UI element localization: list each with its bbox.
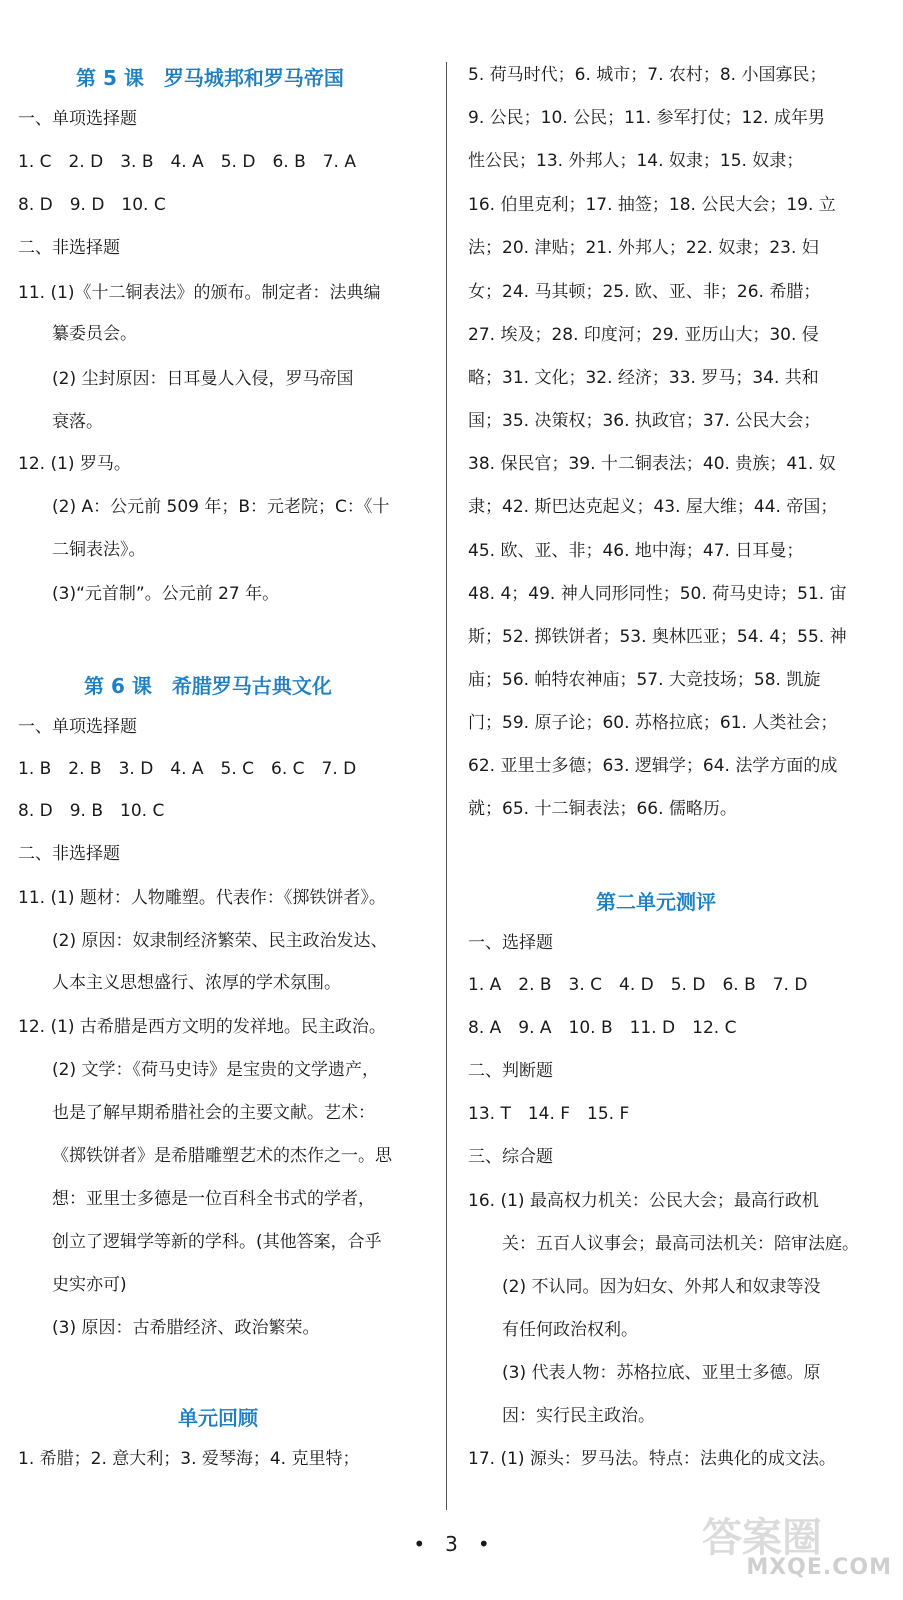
lesson6-line: 想：亚里士多德是一位百科全书式的学者， bbox=[52, 1189, 375, 1209]
review-line: 16. 伯里克利；17. 抽签；18. 公民大会；19. 立 bbox=[468, 195, 836, 215]
review-line: 62. 亚里士多德；63. 逻辑学；64. 法学方面的成 bbox=[468, 756, 838, 776]
unit-test-line: 16. (1) 最高权力机关：公民大会；最高行政机 bbox=[468, 1191, 819, 1211]
unit-test-line: (2) 不认同。因为妇女、外邦人和奴隶等没 bbox=[502, 1277, 821, 1297]
lesson6-title: 第 6 课 希腊罗马古典文化 bbox=[84, 674, 332, 698]
review-line: 门；59. 原子论；60. 苏格拉底；61. 人类社会； bbox=[468, 713, 838, 733]
review-line: 略；31. 文化；32. 经济；33. 罗马；34. 共和 bbox=[468, 368, 819, 388]
page-number: • 3 • bbox=[413, 1532, 490, 1556]
lesson6-line: 创立了逻辑学等新的学科。(其他答案，合乎 bbox=[52, 1232, 382, 1252]
review-line: 27. 埃及；28. 印度河；29. 亚历山大；30. 侵 bbox=[468, 325, 819, 345]
lesson6-line: 一、单项选择题 bbox=[18, 717, 137, 737]
lesson5-line: 纂委员会。 bbox=[52, 324, 137, 344]
lesson5-line: 12. (1) 罗马。 bbox=[18, 454, 131, 474]
lesson6-line: 8. D 9. B 10. C bbox=[18, 801, 165, 821]
lesson5-line: 8. D 9. D 10. C bbox=[18, 195, 166, 215]
unit-test-line: 8. A 9. A 10. B 11. D 12. C bbox=[468, 1018, 737, 1038]
lesson6-line: 12. (1) 古希腊是西方文明的发祥地。民主政治。 bbox=[18, 1017, 386, 1037]
lesson5-line: (2) A：公元前 509 年；B：元老院；C：《十 bbox=[52, 497, 390, 517]
watermark-logo: 答案圈 bbox=[702, 1515, 822, 1561]
lesson5-title: 第 5 课 罗马城邦和罗马帝国 bbox=[76, 66, 344, 90]
unit-test-line: 因：实行民主政治。 bbox=[502, 1406, 655, 1426]
review-line: 48. 4；49. 神人同形同性；50. 荷马史诗；51. 宙 bbox=[468, 584, 847, 604]
unit-test-line: 关：五百人议事会；最高司法机关：陪审法庭。 bbox=[502, 1234, 859, 1254]
unit-test-line: 二、判断题 bbox=[468, 1061, 553, 1081]
review-line: 38. 保民官；39. 十二铜表法；40. 贵族；41. 奴 bbox=[468, 454, 836, 474]
unit-test-line: 有任何政治权利。 bbox=[502, 1320, 638, 1340]
lesson5-line: 二、非选择题 bbox=[18, 238, 120, 258]
lesson6-line: 人本主义思想盛行、浓厚的学术氛围。 bbox=[52, 973, 341, 993]
unit-test-title: 第二单元测评 bbox=[596, 890, 716, 914]
lesson5-line: (3)“元首制”。公元前 27 年。 bbox=[52, 584, 280, 604]
review-line: 斯；52. 掷铁饼者；53. 奥林匹亚；54. 4；55. 神 bbox=[468, 627, 847, 647]
lesson6-line: 二、非选择题 bbox=[18, 844, 120, 864]
review-line: 9. 公民；10. 公民；11. 参军打仗；12. 成年男 bbox=[468, 108, 825, 128]
review-line: 就；65. 十二铜表法；66. 儒略历。 bbox=[468, 799, 737, 819]
review-line: 5. 荷马时代；6. 城市；7. 农村；8. 小国寡民； bbox=[468, 65, 827, 85]
lesson6-line: 11. (1) 题材：人物雕塑。代表作：《掷铁饼者》。 bbox=[18, 888, 386, 908]
lesson5-line: 衰落。 bbox=[52, 412, 103, 432]
unit-test-line: 1. A 2. B 3. C 4. D 5. D 6. B 7. D bbox=[468, 975, 808, 995]
unit-test-line: (3) 代表人物：苏格拉底、亚里士多德。原 bbox=[502, 1363, 821, 1383]
lesson6-line: 《掷铁饼者》是希腊雕塑艺术的杰作之一。思 bbox=[52, 1146, 392, 1166]
lesson5-line: 一、单项选择题 bbox=[18, 109, 137, 129]
review-line: 性公民；13. 外邦人；14. 奴隶；15. 奴隶； bbox=[468, 151, 804, 171]
review-line: 1. 希腊；2. 意大利；3. 爱琴海；4. 克里特； bbox=[18, 1449, 360, 1469]
unit-test-line: 13. T 14. F 15. F bbox=[468, 1104, 630, 1124]
lesson6-line: 史实亦可) bbox=[52, 1275, 127, 1295]
lesson5-line: 二铜表法》。 bbox=[52, 540, 146, 560]
review-line: 45. 欧、亚、非；46. 地中海；47. 日耳曼； bbox=[468, 541, 804, 561]
lesson6-line: (2) 原因：奴隶制经济繁荣、民主政治发达、 bbox=[52, 931, 388, 951]
lesson5-line: 1. C 2. D 3. B 4. A 5. D 6. B 7. A bbox=[18, 152, 356, 172]
lesson6-line: (3) 原因：古希腊经济、政治繁荣。 bbox=[52, 1318, 320, 1338]
watermark bbox=[702, 1506, 892, 1586]
review-line: 庙；56. 帕特农神庙；57. 大竞技场；58. 凯旋 bbox=[468, 670, 821, 690]
unit-test-line: 三、综合题 bbox=[468, 1147, 553, 1167]
lesson6-line: 1. B 2. B 3. D 4. A 5. C 6. C 7. D bbox=[18, 759, 357, 779]
review-line: 法；20. 津贴；21. 外邦人；22. 奴隶；23. 妇 bbox=[468, 238, 819, 258]
unit-test-line: 一、选择题 bbox=[468, 933, 553, 953]
lesson5-line: (2) 尘封原因：日耳曼人入侵，罗马帝国 bbox=[52, 369, 354, 389]
watermark-url: MXQE.COM bbox=[746, 1555, 892, 1580]
review-line: 隶；42. 斯巴达克起义；43. 屋大维；44. 帝国； bbox=[468, 497, 838, 517]
review-line: 国；35. 决策权；36. 执政官；37. 公民大会； bbox=[468, 411, 821, 431]
column-divider bbox=[446, 62, 447, 1510]
review-title: 单元回顾 bbox=[178, 1406, 258, 1430]
unit-test-line: 17. (1) 源头：罗马法。特点：法典化的成文法。 bbox=[468, 1449, 836, 1469]
review-line: 女；24. 马其顿；25. 欧、亚、非；26. 希腊； bbox=[468, 282, 821, 302]
lesson6-line: 也是了解早期希腊社会的主要文献。艺术： bbox=[52, 1103, 375, 1123]
lesson6-line: (2) 文学：《荷马史诗》是宝贵的文学遗产， bbox=[52, 1060, 379, 1080]
lesson5-line: 11. (1)《十二铜表法》的颁布。制定者：法典编 bbox=[18, 283, 381, 303]
